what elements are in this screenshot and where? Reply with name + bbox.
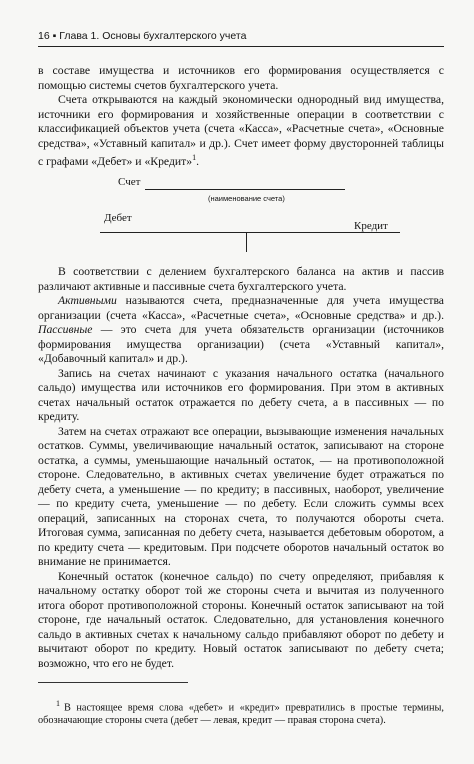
main-text [38,265,444,671]
paragraph-accounts-text: Счета открываются на каждый экономически однородный вид имущества, источники его формирования и хозяйственные операции в соответствии с классификацией объектов учета (счета «Касса», «Расчетные счета», «Основные средства», «Уставный капитал» и др.). Счет имеет форму двусторонней таблицы с графами «Дебет» и «Кредит» [38,93,444,168]
running-header [38,30,444,47]
debit-label: Дебет [104,212,132,224]
definition-active: называются счета, предназначенные для учета имущества организации (счета «Касса», «Расчетные счета», «Основные средства» и др.). [38,294,444,322]
paragraph-closing-balance: Конечный остаток (конечное сальдо) по счету определяют, прибавляя к начальному остатку оборот той же стороны счета и вычитая из полученного итога оборот противоположной стороны. Конечный остаток записывают на той стороне, где начальный остаток. Следовательно, для установления конечного сальдо в активных счетах к начальному сальдо прибавляют оборот по дебету и вычитают оборот по кредиту. Новый остаток записывают по дебету счета; возможно, что его не будет. [38,569,444,670]
paragraph-accounts: Счета открываются на каждый экономически однородный вид имущества, источники его формирования и хозяйственные операции в соответствии с классификацией объектов учета (счета «Касса», «Расчетные счета», «Основные средства», «Уставный капитал» и др.). Счет имеет форму двусторонней таблицы с графами «Дебет» и «Кредит»$^1$. [38,93,444,168]
footnote [38,697,444,727]
t-account-horizontal-line [100,232,400,233]
credit-label: Кредит [354,220,388,232]
page-number: 16 [38,30,50,42]
term-active: Активными [58,294,117,307]
header-separator: ▪ [52,30,60,42]
footnote-reference: 1 [192,153,197,162]
paragraph-intro-continuation: в составе имущества и источников его формирования осуществляется с помощью системы счетов бухгалтерского учета. [38,64,444,92]
footnote-divider [38,682,188,683]
account-name-caption: (наименование счета) [208,194,285,203]
footnote-mark: 1 [56,699,60,708]
definition-passive: — это счета для учета обязательств организации (источников формирования имущества организации) (счета «Уставный капитал», «Добавочный капитал» и др.). [38,323,444,365]
footnote-text: В настоящее время слова «дебет» и «кредит» превратились в простые термины, обозначающие стороны счета (дебет — левая, кредит — правая сторона счета). [38,702,444,727]
paragraph-definitions [38,294,444,367]
account-label: Счет [118,176,141,188]
paragraph-opening-balance: Запись на счетах начинают с указания начального остатка (начального сальдо) имущества или источников его формирования. При этом в активных счетах начальный остаток отражается по дебету счета, а в пассивных — по кредиту. [38,366,444,423]
chapter-title: Глава 1. Основы бухгалтерского учета [59,30,247,42]
paragraph-turnovers: Затем на счетах отражают все операции, вызывающие изменения начальных остатков. Суммы, увеличивающие начальный остаток, записывают на стороне остатка, а суммы, уменьшающие начальный остаток, — на противоположной стороне. Следовательно, в активных счетах увеличение будет отражаться по дебету счета, а уменьшение — по кредиту; в пассивных, наоборот, увеличение — по кредиту счета, уменьшение — по дебету. Если сложить суммы всех операций, записанных на сторонах счета, то получаются обороты счета. Итоговая сумма, записанная по дебету счета, называется дебетовым оборотом, а по кредиту счета — кредитовым. При подсчете оборотов начальный остаток во внимание не принимается. [38,424,444,568]
t-account-vertical-line [246,232,247,252]
paragraph-active-passive: В соответствии с делением бухгалтерского баланса на актив и пассив различают активные и пассивные счета бухгалтерского учета. [38,265,444,293]
intro-text [38,64,444,169]
term-passive: Пассивные [38,323,93,336]
account-name-line [145,189,345,190]
